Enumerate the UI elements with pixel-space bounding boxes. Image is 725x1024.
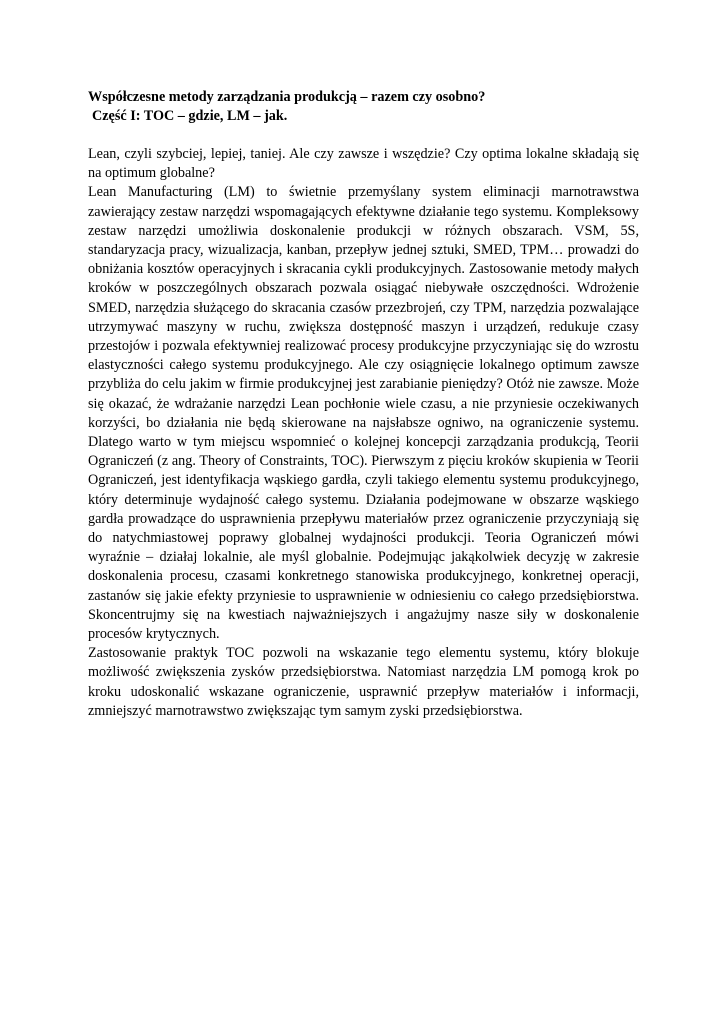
document-body xyxy=(88,88,639,721)
paragraph-intro: Lean, czyli szybciej, lepiej, taniej. Ale czy zawsze i wszędzie? Czy optima lokalne składają się na optimum globalne? xyxy=(88,146,639,182)
document-subtitle: Część I: TOC – gdzie, LM – jak. xyxy=(92,108,288,124)
paragraph-conclusion: Zastosowanie praktyk TOC pozwoli na wskazanie tego elementu systemu, który blokuje możliwość zwiększenia zysków przedsiębiorstwa. Natomiast narzędzia LM pomogą krok po kroku udoskonalić wskazane ograniczenie, usprawnić przepływ materiałów i informacji, zmniejszyć marnotrawstwo zwiększając tym samym zyski przedsiębiorstwa. xyxy=(88,645,639,719)
paragraph-main: Lean Manufacturing (LM) to świetnie przemyślany system eliminacji marnotrawstwa zawierający zestaw narzędzi wspomagających efektywne działanie tego systemu. Kompleksowy zestaw narzędzi umożliwia doskonalenie produkcji w różnych obszarach. VSM, 5S, standaryzacja pracy, wizualizacja, kanban, przepływ jednej sztuki, SMED, TPM… prowadzi do obniżania kosztów operacyjnych i skracania cykli produkcyjnych. Zastosowanie metody małych kroków w poszczególnych obszarach pozwala osiągać niebywałe oszczędności. Wdrożenie SMED, narzędzia służącego do skracania czasów przezbrojeń, czy TPM, narzędzia pozwalające utrzymywać maszyny w ruchu, zwiększa dostępność maszyn i urządzeń, redukuje czasy przestojów i pozwala efektywniej realizować procesy produkcyjne przyczyniając się do wzrostu elastyczności całego systemu produkcyjnego. Ale czy osiągnięcie lokalnego optimum zawsze przybliża do celu jakim w firmie produkcyjnej jest zarabianie pieniędzy? Otóż nie zawsze. Może się okazać, że wdrażanie narzędzi Lean pochłonie wiele czasu, a nie przyniesie oczekiwanych korzyści, bo działania nie będą skierowane na najsłabsze ogniwo, na ograniczenie systemu. Dlatego warto w tym miejscu wspomnieć o kolejnej koncepcji zarządzania produkcją, Teorii Ograniczeń (z ang. Theory of Constraints, TOC). Pierwszym z pięciu kroków skupienia w Teorii Ograniczeń, jest identyfikacja wąskiego gardła, czyli takiego elementu systemu produkcyjnego, który determinuje wydajność całego systemu. Działania podejmowane w obszarze wąskiego gardła prowadzące do usprawnienia przepływu materiałów przez ograniczenie przyczyniają się do natychmiastowej poprawy globalnej wydajności produkcji. Teoria Ograniczeń mówi wyraźnie – działaj lokalnie, ale myśl globalnie. Podejmując jakąkolwiek decyzję w zakresie doskonalenia procesu, czasami konkretnego stanowiska produkcyjnego, konkretnej operacji, zastanów się jakie efekty przyniesie to usprawnienie w odniesieniu co całego przedsiębiorstwa. Skoncentrujmy się na kwestiach najważniejszych i angażujmy nasze siły w doskonalenie procesów krytycznych. xyxy=(88,184,639,643)
document-title: Współczesne metody zarządzania produkcją – razem czy osobno? xyxy=(88,89,486,105)
title-spacer xyxy=(88,126,639,145)
